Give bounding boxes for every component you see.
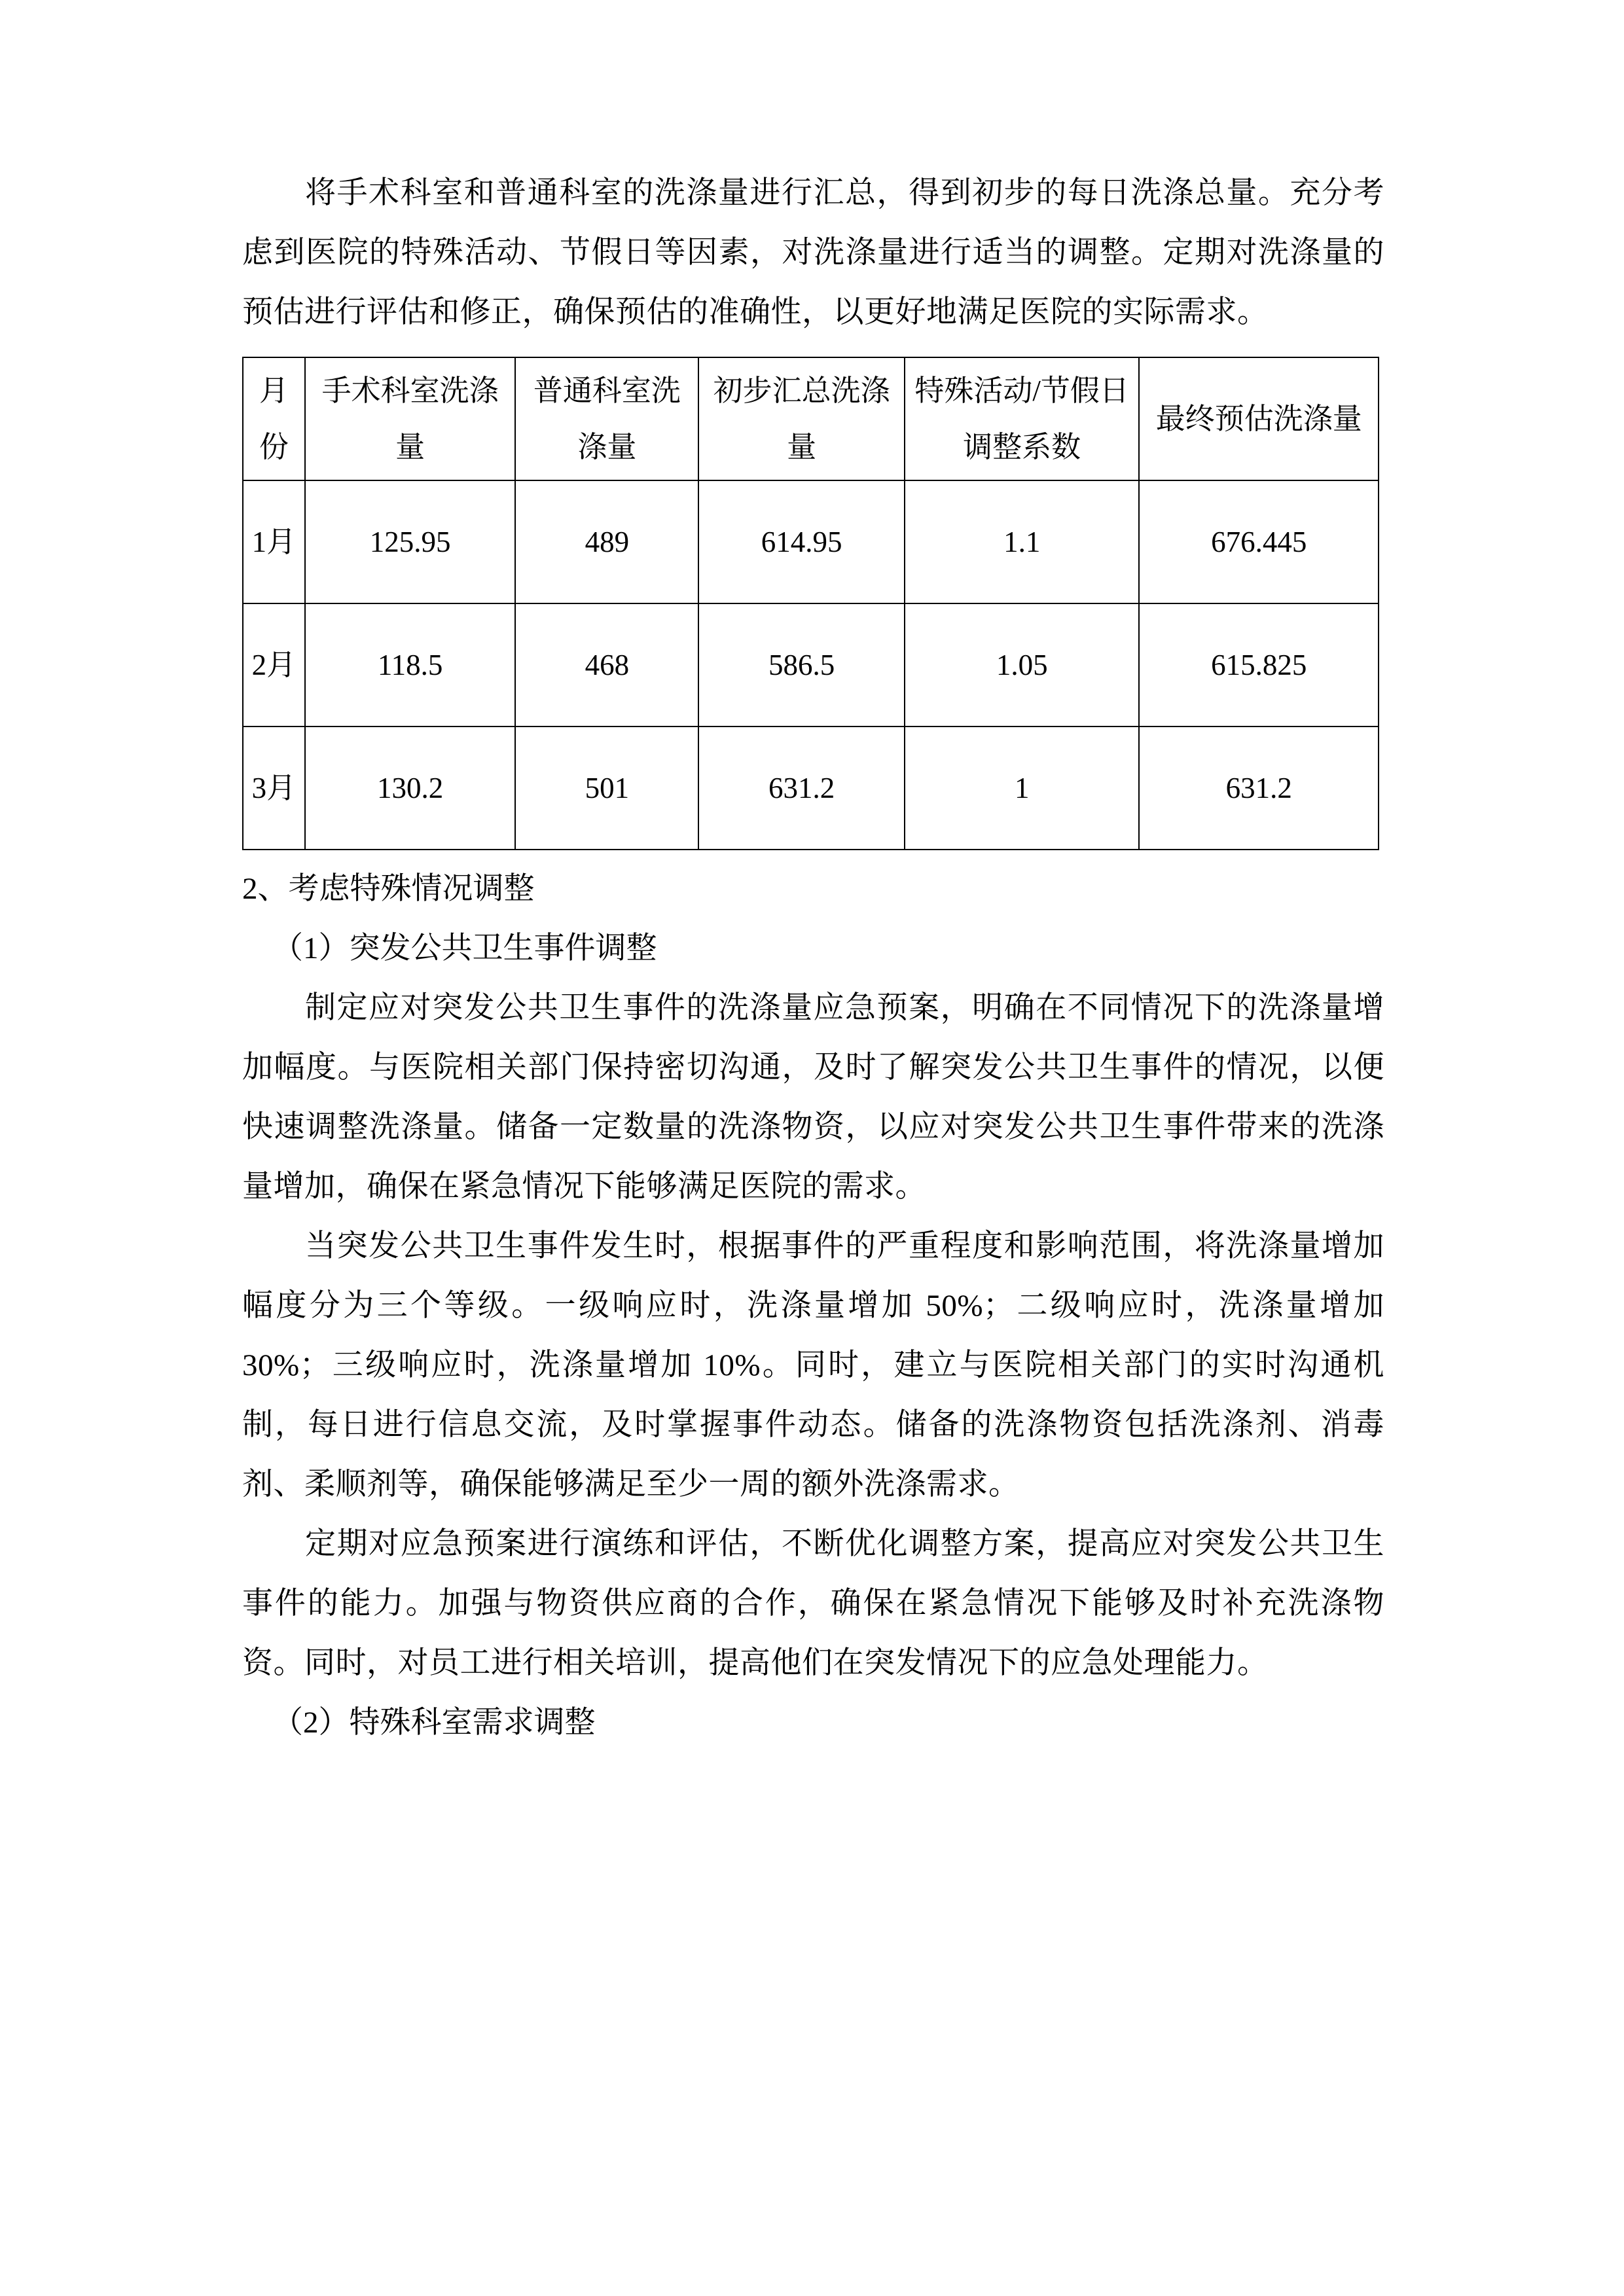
page-content [242, 164, 1384, 1753]
paragraph-response-levels: 当突发公共卫生事件发生时，根据事件的严重程度和影响范围，将洗涤量增加幅度分为三个等级。一级响应时，洗涤量增加 50%；二级响应时，洗涤量增加 30%；三级响应时，洗涤量增加 10%。同时，建立与医院相关部门的实时沟通机制，每日进行信息交流，及时掌握事件动态。储备的洗涤物资包括洗涤剂、消毒剂、柔顺剂等，确保能够满足至少一周的额外洗涤需求。 [242, 1229, 1384, 1501]
cell-final: 615.825 [1139, 603, 1379, 726]
cell-surgical: 125.95 [305, 480, 516, 603]
cell-general: 501 [515, 726, 698, 850]
table-header-row [243, 357, 1379, 480]
cell-factor: 1.1 [905, 480, 1140, 603]
cell-factor: 1 [905, 726, 1140, 850]
table-header-surgical: 手术科室洗涤量 [305, 357, 516, 480]
table-header-preliminary: 初步汇总洗涤量 [698, 357, 905, 480]
table-header-month: 月份 [243, 357, 305, 480]
cell-month: 3月 [243, 726, 305, 850]
heading-special-situation-adjustment: 2、考虑特殊情况调整 [242, 872, 535, 906]
heading-special-department-demand-adjustment: （2）特殊科室需求调整 [272, 1706, 596, 1740]
cell-surgical: 118.5 [305, 603, 516, 726]
cell-final: 676.445 [1139, 480, 1379, 603]
cell-month: 2月 [243, 603, 305, 726]
paragraph-emergency-plan: 制定应对突发公共卫生事件的洗涤量应急预案，明确在不同情况下的洗涤量增加幅度。与医院相关部门保持密切沟通，及时了解突发公共卫生事件的情况，以便快速调整洗涤量。储备一定数量的洗涤物资，以应对突发公共卫生事件带来的洗涤量增加，确保在紧急情况下能够满足医院的需求。 [242, 991, 1384, 1204]
cell-general: 468 [515, 603, 698, 726]
table-row [243, 726, 1379, 850]
cell-month: 1月 [243, 480, 305, 603]
cell-factor: 1.05 [905, 603, 1140, 726]
paragraph-summary: 将手术科室和普通科室的洗涤量进行汇总，得到初步的每日洗涤总量。充分考虑到医院的特殊活动、节假日等因素，对洗涤量进行适当的调整。定期对洗涤量的预估进行评估和修正，确保预估的准确性，以更好地满足医院的实际需求。 [242, 176, 1384, 329]
paragraph-drills-and-training: 定期对应急预案进行演练和评估，不断优化调整方案，提高应对突发公共卫生事件的能力。加强与物资供应商的合作，确保在紧急情况下能够及时补充洗涤物资。同时，对员工进行相关培训，提高他们在突发情况下的应急处理能力。 [242, 1527, 1384, 1680]
table-row [243, 603, 1379, 726]
table-header-final: 最终预估洗涤量 [1139, 357, 1379, 480]
cell-preliminary: 631.2 [698, 726, 905, 850]
table-row [243, 480, 1379, 603]
cell-preliminary: 586.5 [698, 603, 905, 726]
heading-public-health-emergency-adjustment: （1）突发公共卫生事件调整 [272, 931, 657, 965]
cell-surgical: 130.2 [305, 726, 516, 850]
wash-volume-table-wrapper [242, 357, 1384, 850]
table-header-general: 普通科室洗涤量 [515, 357, 698, 480]
cell-final: 631.2 [1139, 726, 1379, 850]
cell-general: 489 [515, 480, 698, 603]
table-header-factor: 特殊活动/节假日调整系数 [905, 357, 1140, 480]
wash-volume-table [242, 357, 1379, 850]
cell-preliminary: 614.95 [698, 480, 905, 603]
